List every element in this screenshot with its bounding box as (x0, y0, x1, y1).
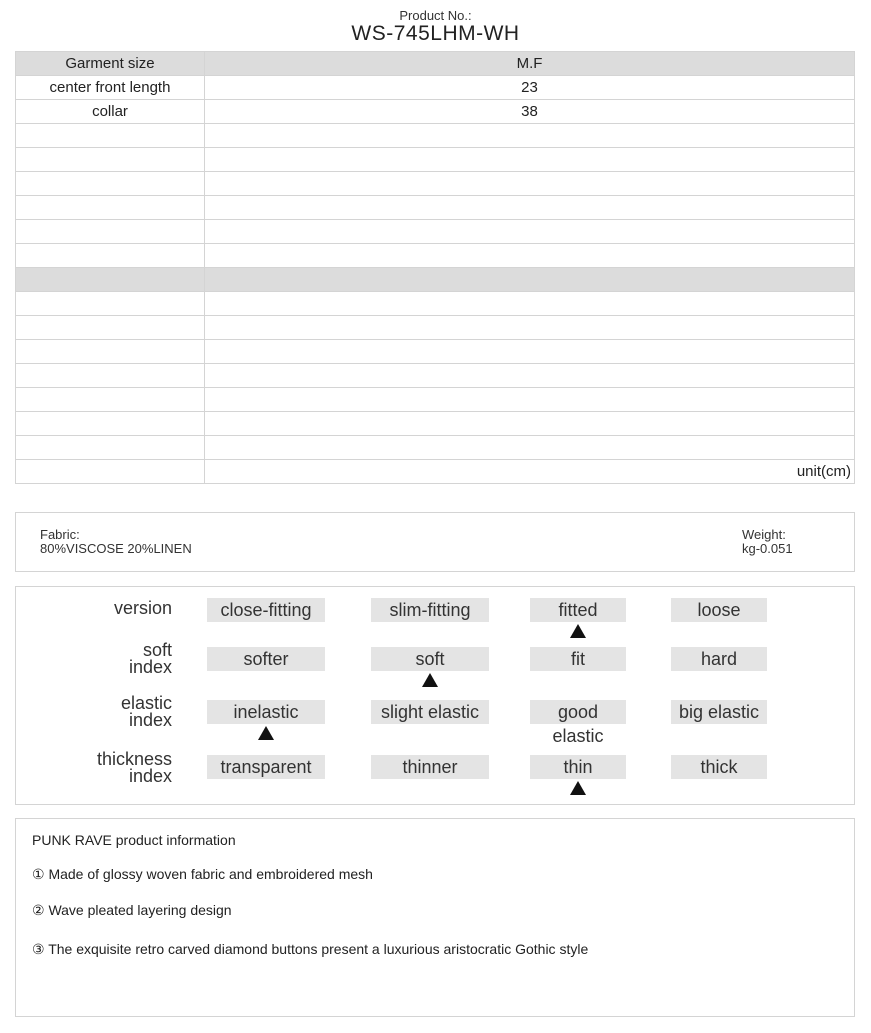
soft-option: hard (671, 647, 767, 671)
table-row (16, 436, 855, 460)
product-number-label: Product No.: (399, 8, 472, 23)
version-option: loose (671, 598, 767, 622)
info-point: ② Wave pleated layering design (32, 902, 232, 918)
table-row (16, 412, 855, 436)
header-garment-size: Garment size (16, 52, 205, 76)
thickness-option: thin (530, 755, 626, 779)
thickness-option: thick (671, 755, 767, 779)
info-point: ① Made of glossy woven fabric and embroidered mesh (32, 866, 373, 882)
elastic-option: good elastic (530, 700, 626, 724)
table-row (16, 292, 855, 316)
table-row (16, 268, 855, 292)
elastic-option: slight elastic (371, 700, 489, 724)
soft-option: softer (207, 647, 325, 671)
info-title: PUNK RAVE product information (32, 832, 236, 848)
unit-label: unit(cm) (205, 460, 855, 484)
table-row (16, 364, 855, 388)
table-row (16, 148, 855, 172)
table-row (16, 460, 855, 484)
version-option: close-fitting (207, 598, 325, 622)
table-row (16, 124, 855, 148)
version-option: slim-fitting (371, 598, 489, 622)
selected-indicator-arrow (570, 781, 586, 795)
table-row (16, 172, 855, 196)
soft-option: fit (530, 647, 626, 671)
weight-label: Weight: (742, 527, 786, 542)
elastic-option: inelastic (207, 700, 325, 724)
table-row (16, 76, 855, 100)
table-row (16, 340, 855, 364)
elastic-option: big elastic (671, 700, 767, 724)
selected-indicator-arrow (422, 673, 438, 687)
elastic-index-label: elastic index (120, 693, 172, 730)
thickness-option: transparent (207, 755, 325, 779)
soft-option: soft (371, 647, 489, 671)
thickness-index-label: thickness index (96, 749, 172, 786)
weight-value: kg-0.051 (742, 541, 793, 556)
table-row (16, 196, 855, 220)
soft-index-label: soft index (128, 640, 172, 677)
table-row (16, 100, 855, 124)
product-code: WS-745LHM-WH (351, 22, 520, 45)
header-size: M.F (205, 52, 855, 76)
table-row (16, 388, 855, 412)
version-option: fitted (530, 598, 626, 622)
product-info-box (15, 818, 855, 1017)
measurement-name: center front length (16, 76, 205, 100)
table-header-row (16, 52, 855, 76)
index-box (15, 586, 855, 805)
fabric-label: Fabric: (40, 527, 80, 542)
size-table (15, 51, 855, 484)
table-row (16, 316, 855, 340)
thickness-option: thinner (371, 755, 489, 779)
info-point: ③ The exquisite retro carved diamond buttons present a luxurious aristocratic Gothic style (32, 941, 589, 957)
fabric-value: 80%VISCOSE 20%LINEN (40, 541, 192, 556)
fabric-weight-box (15, 512, 855, 572)
table-row (16, 244, 855, 268)
measurement-value: 23 (205, 76, 855, 100)
version-label: version (113, 598, 172, 618)
measurement-value: 38 (205, 100, 855, 124)
table-row (16, 220, 855, 244)
selected-indicator-arrow (570, 624, 586, 638)
selected-indicator-arrow (258, 726, 274, 740)
measurement-name: collar (16, 100, 205, 124)
